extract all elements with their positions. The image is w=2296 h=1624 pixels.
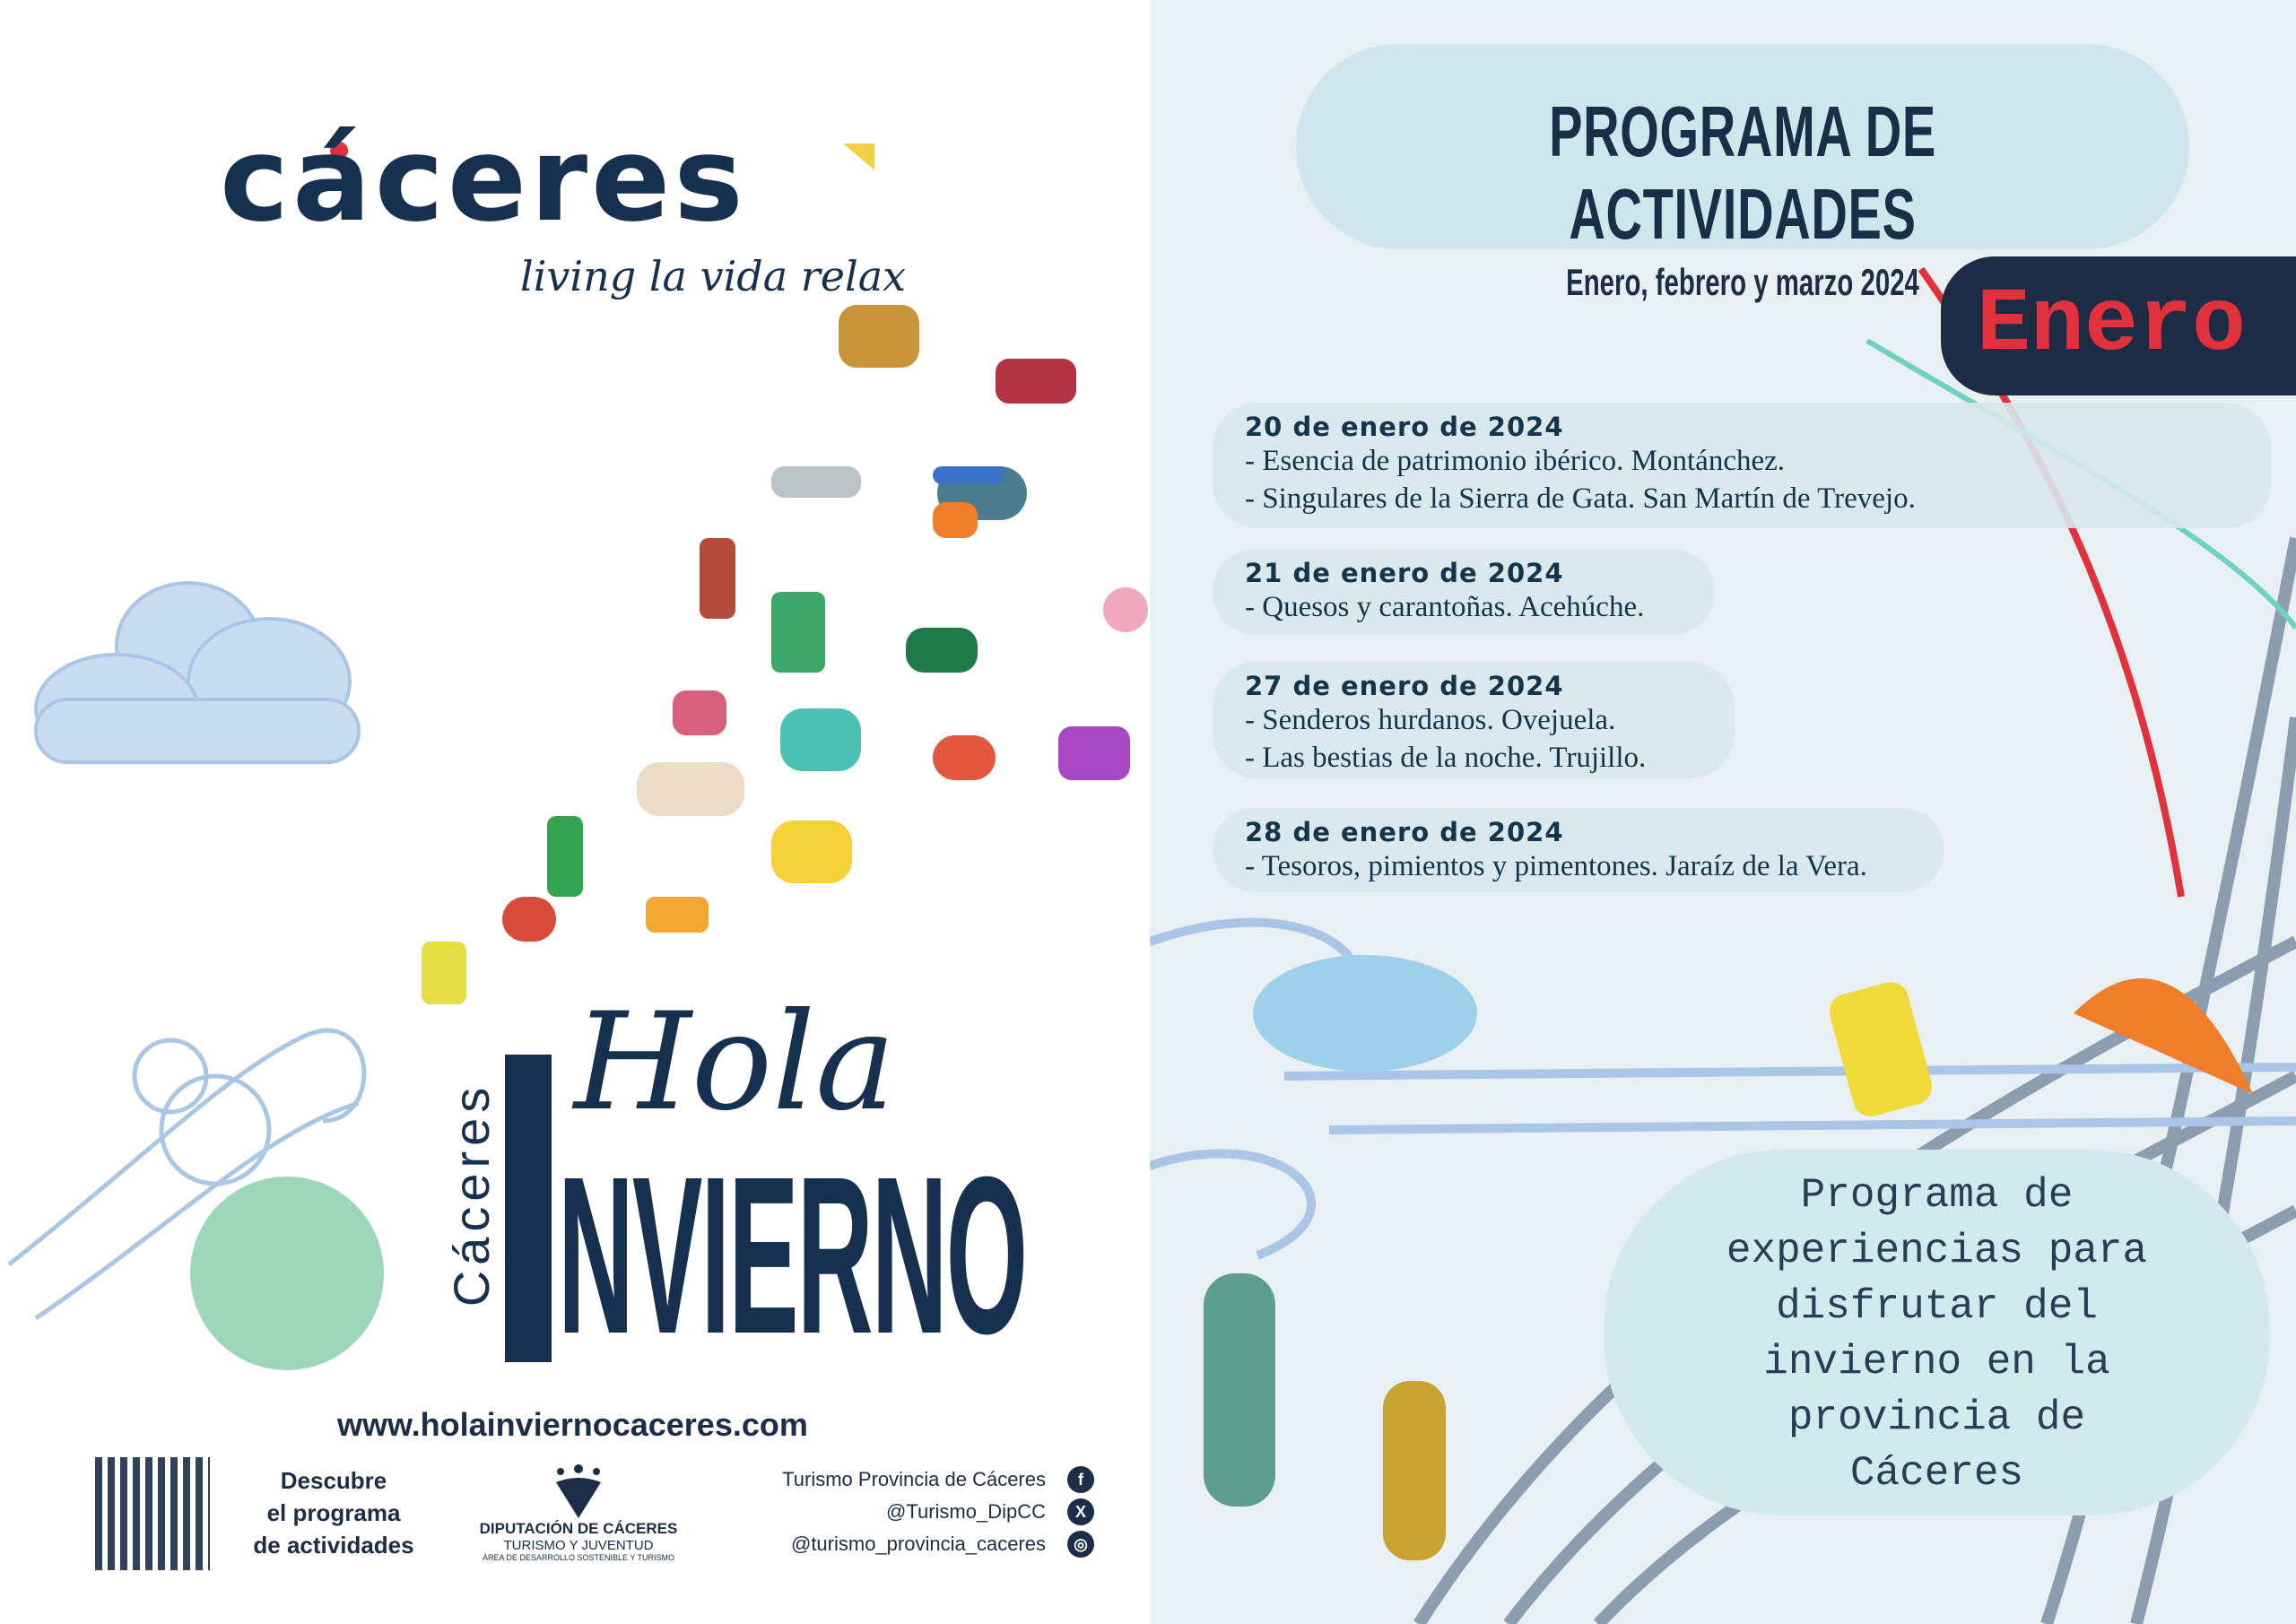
diputacion-dept: TURISMO Y JUVENTUD [503,1538,654,1553]
bubble-line: invierno en la [1763,1339,2110,1385]
website-link[interactable]: www.holainviernocaceres.com [337,1406,808,1443]
qr-caption [244,1464,423,1561]
green-circle [190,1177,384,1370]
month-tab: Enero [1941,256,2296,395]
diputacion-name: DIPUTACIÓN DE CÁCERES [479,1520,678,1537]
bubble-line: provincia de [1787,1394,2086,1441]
facebook-link[interactable]: Turismo Provincia de Cáceres [782,1468,1046,1490]
diputacion-emblem-icon [552,1464,605,1518]
cloud-icon [36,583,359,762]
diputacion-logo [475,1464,682,1562]
event-card [1213,662,1735,778]
caceres-vertical-label: Cáceres [443,1081,500,1307]
qr-caption-line: Descubre [280,1467,387,1494]
hola-script: Hola [574,985,896,1141]
rain-cloud-icon [1253,955,1477,1072]
event-item: - Tesoros, pimientos y pimentones. Jaraíz de la Vera. [1245,850,1867,882]
title-pill [1296,44,2189,303]
program-title: PROGRAMA DE ACTIVIDADES [1549,91,1936,254]
x-icon[interactable]: X [1067,1498,1094,1525]
invierno-letter-i [505,1055,552,1362]
event-card [1213,549,1715,635]
bubble-line: disfrutar del [1776,1283,2098,1330]
description-bubble [1604,1150,2270,1515]
tagline: living la vida relax [520,252,907,300]
people-icon [1204,1273,1446,1560]
invierno-title: NVIERNO [558,1130,1027,1380]
event-date: 20 de enero de 2024 [1245,412,1564,442]
program-subtitle: Enero, febrero y marzo 2024 [1566,261,1919,303]
bubble-line: Programa de [1800,1172,2074,1219]
event-card [1213,808,1944,892]
event-date: 27 de enero de 2024 [1245,671,1564,701]
event-item: - Singulares de la Sierra de Gata. San Martín de Trevejo. [1245,482,1916,515]
flying-clothes-icon [422,305,1148,1004]
bubble-line: Cáceres [1849,1450,2024,1497]
bubble-line: experiencias para [1726,1228,2148,1274]
instagram-icon[interactable]: ◎ [1067,1531,1094,1558]
x-link[interactable]: @Turismo_DipCC [886,1500,1046,1523]
event-card [1213,403,2271,528]
rain-boot-icon [1825,978,1935,1121]
qr-code[interactable] [95,1457,210,1570]
event-date: 21 de enero de 2024 [1245,558,1564,588]
event-item: - Quesos y carantoñas. Acehúche. [1245,591,1645,623]
event-item: - Senderos hurdanos. Ovejuela. [1245,704,1616,736]
logo-wave-icon [843,143,874,170]
event-date: 28 de enero de 2024 [1245,817,1564,847]
umbrella-icon [2074,978,2253,1094]
instagram-link[interactable]: @turismo_provincia_caceres [790,1533,1046,1555]
qr-caption-line: el programa [266,1499,401,1526]
right-panel [1150,0,2296,1624]
event-item: - Esencia de patrimonio ibérico. Montánchez. [1245,445,1786,477]
caceres-logo: cáceres [220,111,747,248]
diputacion-area: ÁREA DE DESARROLLO SOSTENIBLE Y TURISMO [482,1553,675,1562]
event-item: - Las bestias de la noche. Trujillo. [1245,742,1647,774]
facebook-icon[interactable]: f [1067,1466,1094,1493]
qr-caption-line: de actividades [253,1532,414,1559]
